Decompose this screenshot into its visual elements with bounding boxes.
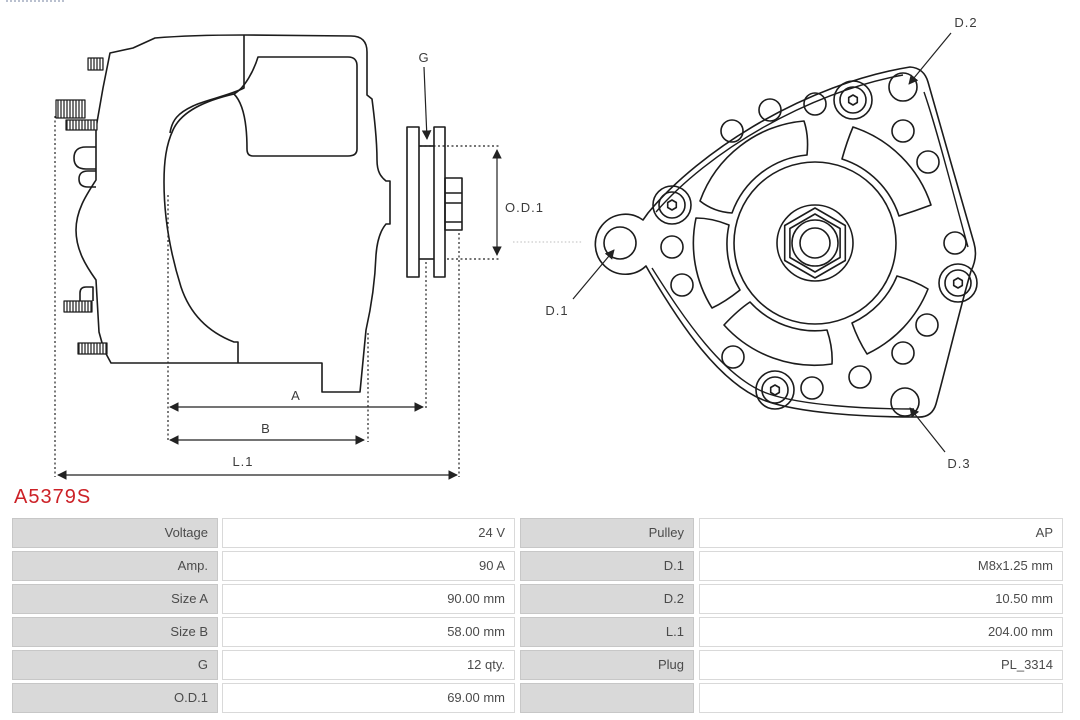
alternator-body-outline (76, 35, 390, 392)
spec-cell-right-label: L.1 (520, 617, 694, 647)
spec-cell-right-value: AP (699, 518, 1063, 548)
spec-cell-left-value: 90 A (222, 551, 515, 581)
threaded-stud (88, 58, 103, 70)
spec-cell-right-label: Pulley (520, 518, 694, 548)
spec-cell-right-value: 204.00 mm (699, 617, 1063, 647)
nut-ring (777, 205, 853, 281)
spec-cell-left-label: Size B (12, 617, 218, 647)
spec-cell-right-value: 10.50 mm (699, 584, 1063, 614)
spec-cell-left-label: Voltage (12, 518, 218, 548)
vent-holes (661, 93, 966, 399)
spec-cell-right-value (699, 683, 1063, 713)
pulley-flange-rear (434, 127, 445, 277)
threaded-stud (78, 343, 107, 354)
spec-row (12, 617, 1063, 647)
vent-cutout (693, 218, 740, 308)
spec-row (12, 650, 1063, 680)
dim-label-d2: D.2 (954, 15, 978, 30)
spec-table (12, 518, 1063, 716)
rotor-boss (734, 162, 896, 324)
spec-cell-left-value: 12 qty. (222, 650, 515, 680)
shaft-end (800, 228, 830, 258)
rear-housing-inner-edge (924, 92, 968, 247)
spec-row (12, 518, 1063, 548)
spec-cell-right-label (520, 683, 694, 713)
screw-head (653, 81, 977, 409)
spec-cell-left-label: Amp. (12, 551, 218, 581)
vent-cutout (724, 302, 832, 365)
side-view-dimensions (55, 67, 583, 477)
vent-cutout (700, 121, 808, 213)
shaft-ring (792, 220, 838, 266)
vent-cutout (852, 276, 928, 354)
dim-label-a: A (291, 388, 301, 403)
leader-d1 (573, 250, 614, 299)
shaft-nut-outer (785, 208, 846, 278)
threaded-stud (64, 301, 92, 312)
dim-label-od1: O.D.1 (505, 200, 544, 215)
part-number: A5379S (14, 486, 92, 508)
mount-hole-d2 (889, 73, 917, 101)
dim-arrow-g (424, 67, 427, 139)
spec-cell-left-label: G (12, 650, 218, 680)
shaft-nut-inner (790, 214, 840, 272)
spec-cell-left-value: 69.00 mm (222, 683, 515, 713)
vent-cutout (842, 127, 931, 216)
threaded-stud (66, 120, 97, 130)
spec-row (12, 683, 1063, 713)
rear-housing-inner-edge (652, 268, 914, 409)
spec-row (12, 551, 1063, 581)
spec-cell-left-label: Size A (12, 584, 218, 614)
spec-cell-right-value: PL_3314 (699, 650, 1063, 680)
spec-cell-right-value: M8x1.25 mm (699, 551, 1063, 581)
pulley-flange-front (407, 127, 419, 277)
spec-cell-right-label: Plug (520, 650, 694, 680)
terminal-knob (74, 147, 96, 169)
spec-cell-left-value: 90.00 mm (222, 584, 515, 614)
spec-cell-left-value: 58.00 mm (222, 617, 515, 647)
dim-label-g: G (418, 50, 430, 65)
dim-label-b: B (261, 421, 271, 436)
mounting-ear-hole (604, 227, 636, 259)
mount-hole-d3 (891, 388, 919, 416)
dim-label-d3: D.3 (947, 456, 971, 471)
lower-terminal (80, 287, 93, 301)
leader-d2 (909, 33, 951, 84)
spec-cell-right-label: D.2 (520, 584, 694, 614)
spec-cell-left-value: 24 V (222, 518, 515, 548)
stator-window (234, 57, 357, 156)
front-bracket-curve (164, 94, 238, 363)
spec-cell-right-label: D.1 (520, 551, 694, 581)
rear-view (595, 67, 977, 417)
spec-cell-left-label: O.D.1 (12, 683, 218, 713)
dim-label-l1: L.1 (232, 454, 254, 469)
spec-row (12, 584, 1063, 614)
threaded-stud (56, 100, 85, 118)
side-view (56, 35, 462, 392)
dim-label-d1: D.1 (545, 303, 569, 318)
